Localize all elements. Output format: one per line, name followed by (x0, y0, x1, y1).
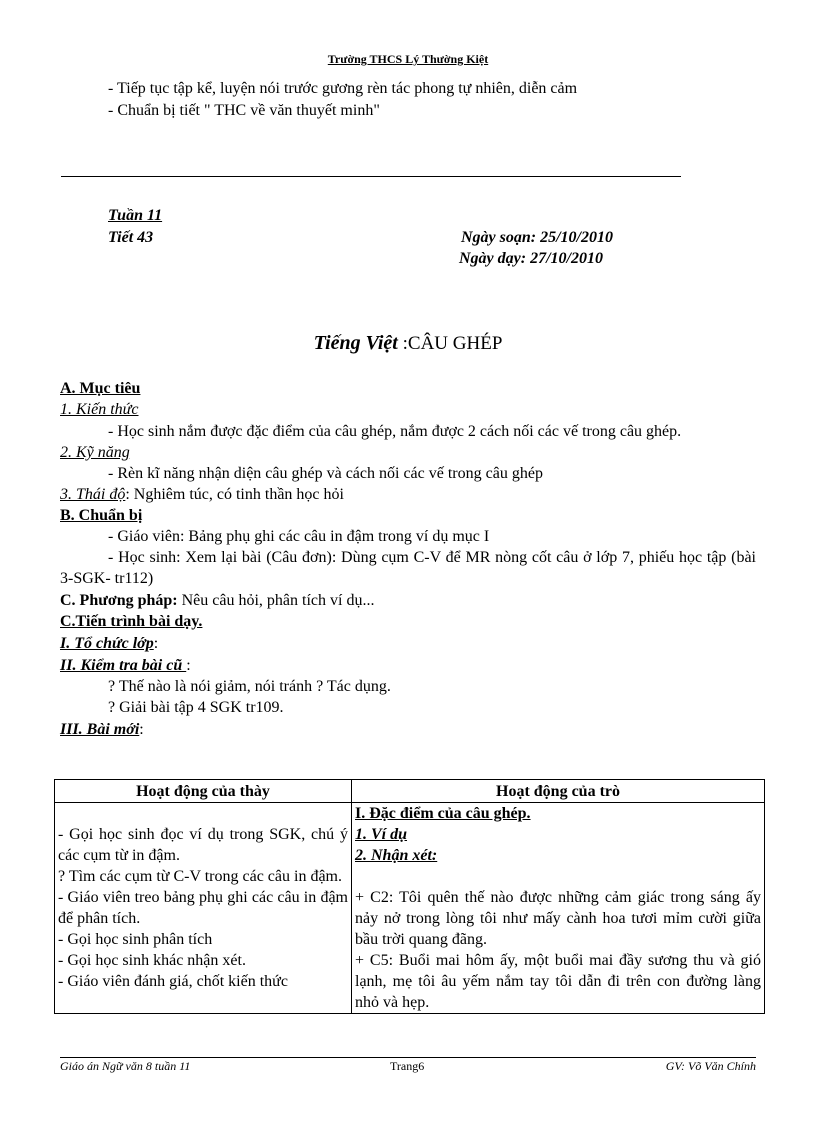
student-c2: + C2: Tôi quên thế nào được những cảm giác trong sáng ấy nảy nở trong lòng tôi như mấy cành hoa tươi mỉm cười giữa bầu trời quang đãng. (355, 889, 761, 948)
knowledge-label: 1. Kiến thức (60, 401, 139, 418)
method-line (60, 590, 374, 611)
teacher-line: - Gọi học sinh đọc ví dụ trong SGK, chú ý các cụm từ in đậm. (58, 826, 348, 864)
activity-table (54, 779, 765, 1014)
page-number: Trang6 (390, 1059, 425, 1073)
page-footer (60, 1057, 756, 1073)
step-2-label: II. Kiểm tra bài cũ (60, 657, 187, 674)
knowledge-text: - Học sinh nắm được đặc điểm của câu ghép, nắm được 2 cách nối các vế trong câu ghép. (108, 423, 682, 440)
attitude-text: : Nghiêm túc, có tinh thần học hỏi (125, 486, 344, 503)
table-row (55, 803, 765, 1014)
intro-line-2: - Chuẩn bị tiết " THC về văn thuyết minh" (108, 102, 380, 119)
teacher-line: - Gọi học sinh khác nhận xét. (58, 952, 246, 969)
step-1-suffix: : (153, 635, 159, 652)
step-3-label: III. Bài mới (60, 721, 140, 738)
step-3-suffix: : (139, 721, 144, 738)
skill-label: 2. Kỹ năng (60, 444, 130, 461)
process-heading: C.Tiến trình bài dạy. (60, 613, 203, 630)
student-sub-example: 1. Ví dụ (355, 826, 408, 843)
page-title (0, 332, 816, 355)
footer-right: GV: Võ Văn Chính (665, 1059, 756, 1073)
review-question-1: ? Thế nào là nói giảm, nói tránh ? Tác dụng. (108, 678, 391, 695)
student-activities (352, 803, 765, 1014)
prepared-date: Ngày soạn: 25/10/2010 (461, 229, 613, 246)
prep-student: - Học sinh: Xem lại bài (Câu đơn): Dùng cụm C-V để MR nòng cốt câu ở lớp 7, phiếu học tập (bài 3-SGK- tr112) (60, 549, 756, 587)
section-b-heading: B. Chuẩn bị (60, 507, 143, 524)
student-c5: + C5: Buổi mai hôm ấy, một buổi mai đầy sương thu và gió lạnh, mẹ tôi âu yếm nắm tay tôi dẫn đi trên con đường làng nhỏ và hẹp. (355, 952, 761, 1011)
step-3 (60, 719, 144, 740)
col-teacher-header: Hoạt động của thày (55, 780, 352, 803)
teacher-line: - Gọi học sinh phân tích (58, 931, 213, 948)
week-label: Tuần 11 (108, 207, 163, 224)
table-header-row (55, 780, 765, 803)
teacher-line: ? Tìm các cụm từ C-V trong các câu in đậm. (58, 868, 342, 885)
teacher-line: - Giáo viên treo bảng phụ ghi các câu in đậm để phân tích. (58, 889, 348, 927)
intro-line-1: - Tiếp tục tập kể, luyện nói trước gương rèn tác phong tự nhiên, diễn cảm (108, 80, 578, 97)
step-1 (60, 633, 158, 654)
attitude-label: 3. Thái độ (60, 486, 126, 503)
review-question-2: ? Giải bài tập 4 SGK tr109. (108, 699, 284, 716)
step-1-label: I. Tổ chức lớp (60, 635, 154, 652)
taught-date: Ngày dạy: 27/10/2010 (459, 250, 603, 267)
prep-teacher: - Giáo viên: Bảng phụ ghi các câu in đậm trong ví dụ mục I (108, 528, 490, 545)
step-2-suffix: : (186, 657, 191, 674)
school-header: Trường THCS Lý Thường Kiệt (327, 52, 489, 66)
footer-left: Giáo án Ngữ văn 8 tuần 11 (60, 1059, 191, 1073)
skill-text: - Rèn kĩ năng nhận diện câu ghép và cách nối các vế trong câu ghép (108, 465, 543, 482)
title-topic: :CÂU GHÉP (402, 333, 503, 354)
col-student-header: Hoạt động của trò (352, 780, 765, 803)
attitude-line (60, 484, 344, 505)
method-label: C. Phương pháp: (60, 592, 178, 609)
section-divider (61, 176, 681, 177)
student-heading: I. Đặc điểm của câu ghép. (355, 805, 531, 822)
step-2 (60, 655, 191, 676)
spacer (355, 866, 761, 887)
teacher-line: - Giáo viên đánh giá, chốt kiến thức (58, 973, 288, 990)
student-sub-remark: 2. Nhận xét: (355, 847, 438, 864)
title-subject: Tiếng Việt (313, 332, 398, 354)
teacher-activities (55, 803, 352, 1014)
lesson-label: Tiết 43 (108, 229, 154, 246)
section-a-heading: A. Mục tiêu (60, 380, 141, 397)
method-text: Nêu câu hỏi, phân tích ví dụ... (177, 592, 375, 609)
